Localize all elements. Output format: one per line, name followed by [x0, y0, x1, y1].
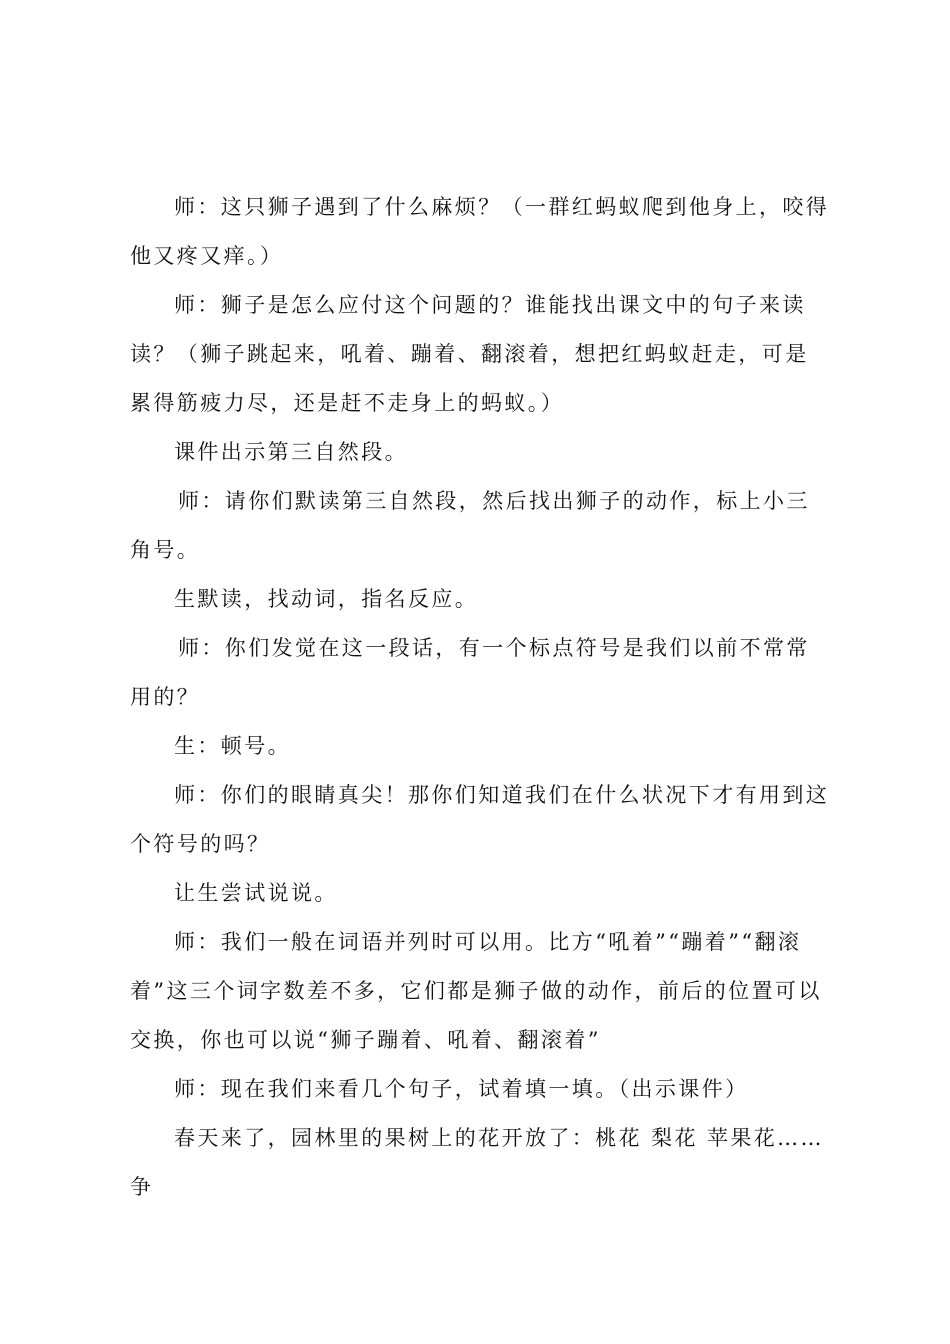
paragraph: 师：你们发觉在这一段话，有一个标点符号是我们以前不常常用的？ — [130, 636, 810, 709]
paragraph: 师：现在我们来看几个句子，试着填一填。（出示课件） — [174, 1077, 749, 1101]
paragraph: 师：狮子是怎么应付这个问题的？谁能找出课文中的句子来读读？（狮子跳起来，吼着、蹦着、翻滚着，想把红蚂蚁赶走，可是累得筋疲力尽，还是赶不走身上的蚂蚁。） — [130, 293, 809, 415]
paragraph: 生默读，找动词，指名反应。 — [174, 587, 479, 611]
paragraph: 春天来了，园林里的果树上的花开放了：桃花 梨花 苹果花……争 — [130, 1126, 824, 1199]
paragraph: 师：我们一般在词语并列时可以用。比方“吼着”“蹦着”“翻滚着”这三个词字数差不多，它们都是狮子做的动作，前后的位置可以交换，你也可以说“狮子蹦着、吼着、翻滚着” — [130, 930, 822, 1052]
paragraph: 师：这只狮子遇到了什么麻烦？（一群红蚂蚁爬到他身上，咬得他又疼又痒。） — [130, 195, 830, 268]
paragraph: 让生尝试说说。 — [174, 881, 338, 905]
paragraph: 课件出示第三自然段。 — [174, 440, 408, 464]
paragraph: 师：你们的眼睛真尖！那你们知道我们在什么状况下才有用到这个符号的吗？ — [130, 783, 830, 856]
paragraph: 师：请你们默读第三自然段，然后找出狮子的动作，标上小三角号。 — [130, 489, 810, 562]
paragraph: 生：顿号。 — [174, 734, 291, 758]
